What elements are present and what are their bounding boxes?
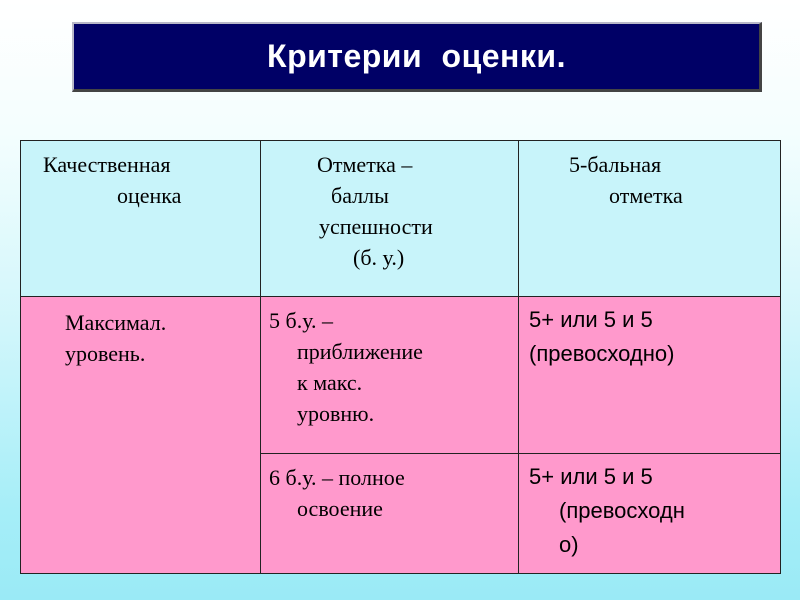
header-cell-points <box>261 141 519 297</box>
page-title: Критерии оценки. <box>267 38 566 74</box>
qualitative-text-line: уровень. <box>65 341 146 366</box>
points-text-line: к макс. <box>297 370 363 395</box>
grade-text-line: о) <box>559 532 579 557</box>
table-header-row <box>21 141 781 297</box>
header-cell-qualitative <box>21 141 261 297</box>
criteria-table <box>20 140 781 574</box>
points-text-line: освоение <box>297 496 383 521</box>
header-text-line: отметка <box>609 183 683 208</box>
header-text-line: оценка <box>117 183 182 208</box>
qualitative-cell <box>21 297 261 574</box>
header-text-line: успешности <box>319 214 433 239</box>
grade-cell <box>519 454 781 574</box>
title-banner <box>72 22 762 92</box>
table-row <box>21 297 781 454</box>
header-text-line: 5-бальная <box>569 152 662 177</box>
points-text-line: 6 б.у. – полное <box>269 465 405 490</box>
points-cell <box>261 297 519 454</box>
grade-cell <box>519 297 781 454</box>
header-text-line: Отметка – <box>317 152 413 177</box>
points-text-line: 5 б.у. – <box>269 308 333 333</box>
grade-text-line: 5+ или 5 и 5 <box>529 464 653 489</box>
header-text-line: Качественная <box>43 152 171 177</box>
grade-text-line: (превосходно) <box>529 341 675 366</box>
grade-text-line: (превосходн <box>559 498 685 523</box>
header-cell-grade <box>519 141 781 297</box>
header-text-line: (б. у.) <box>353 245 405 270</box>
header-text-line: баллы <box>331 183 389 208</box>
qualitative-text-line: Максимал. <box>65 310 167 335</box>
points-cell <box>261 454 519 574</box>
points-text-line: приближение <box>297 339 423 364</box>
grade-text-line: 5+ или 5 и 5 <box>529 307 653 332</box>
points-text-line: уровню. <box>297 401 375 426</box>
